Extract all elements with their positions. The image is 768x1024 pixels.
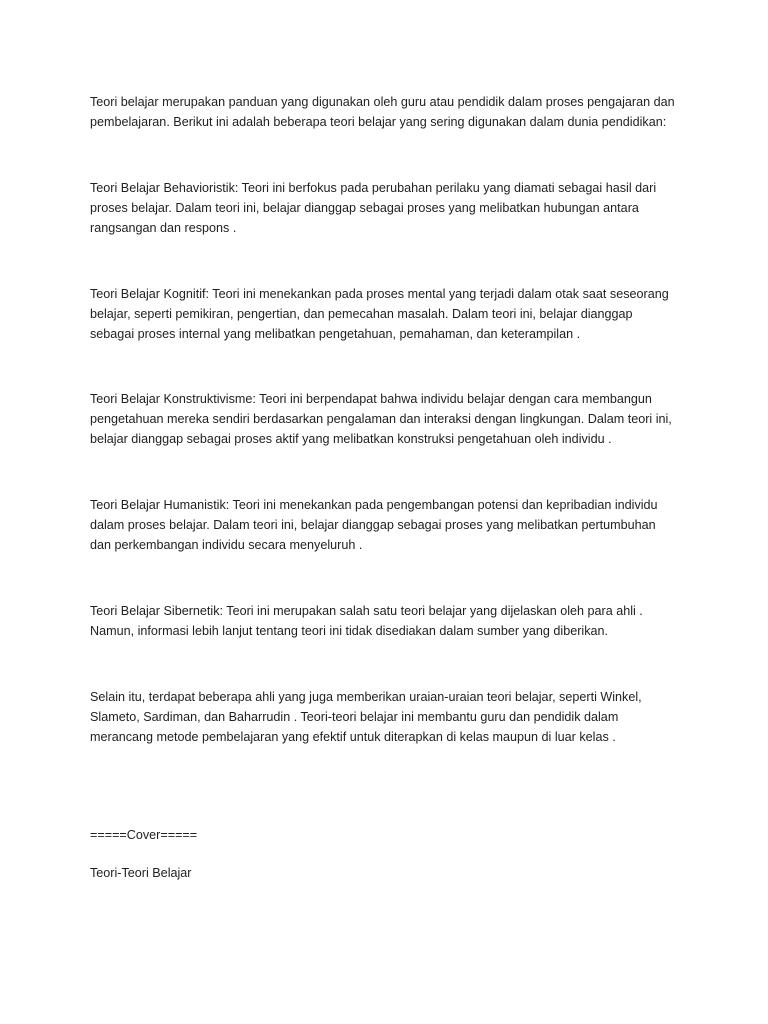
paragraph-line: rangsangan dan respons .: [90, 221, 237, 235]
paragraph-line: =====Cover=====: [90, 828, 198, 842]
paragraph-line: Selain itu, terdapat beberapa ahli yang juga memberikan uraian-uraian teori belajar, seperti Winkel,: [90, 690, 642, 704]
paragraph-humanistik: [90, 495, 690, 555]
paragraph-intro: [90, 92, 690, 132]
paragraph-line: Teori belajar merupakan panduan yang digunakan oleh guru atau pendidik dalam proses pengajaran dan: [90, 95, 675, 109]
paragraph-line: merancang metode pembelajaran yang efektif untuk diterapkan di kelas maupun di luar kelas .: [90, 730, 616, 744]
paragraph-kognitif: [90, 284, 690, 344]
paragraph-line: Teori Belajar Humanistik: Teori ini menekankan pada pengembangan potensi dan kepribadian individu: [90, 498, 658, 512]
cover-marker: [90, 825, 690, 845]
paragraph-line: sebagai proses internal yang melibatkan pengetahuan, pemahaman, dan keterampilan .: [90, 327, 581, 341]
paragraph-behavioristik: [90, 178, 690, 238]
paragraph-line: Teori Belajar Kognitif: Teori ini menekankan pada proses mental yang terjadi dalam otak saat seseorang: [90, 287, 669, 301]
paragraph-line: dalam proses belajar. Dalam teori ini, belajar dianggap sebagai proses yang melibatkan pertumbuhan: [90, 518, 656, 532]
paragraph-line: belajar dianggap sebagai proses aktif yang melibatkan konstruksi pengetahuan oleh individu .: [90, 432, 612, 446]
paragraph-line: Slameto, Sardiman, dan Baharrudin . Teori-teori belajar ini membantu guru dan pendidik dalam: [90, 710, 619, 724]
paragraph-line: Teori-Teori Belajar: [90, 866, 192, 880]
paragraph-line: Teori Belajar Sibernetik: Teori ini merupakan salah satu teori belajar yang dijelaskan oleh para ahli .: [90, 604, 643, 618]
paragraph-selain-itu: [90, 687, 690, 747]
paragraph-konstruktivisme: [90, 389, 690, 449]
paragraph-line: pembelajaran. Berikut ini adalah beberapa teori belajar yang sering digunakan dalam dunia pendidikan:: [90, 115, 667, 129]
paragraph-line: Teori Belajar Konstruktivisme: Teori ini berpendapat bahwa individu belajar dengan cara membangun: [90, 392, 652, 406]
paragraph-line: proses belajar. Dalam teori ini, belajar dianggap sebagai proses yang melibatkan hubungan antara: [90, 201, 639, 215]
cover-title: [90, 863, 690, 883]
paragraph-line: belajar, seperti pemikiran, pengertian, dan pemecahan masalah. Dalam teori ini, belajar dianggap: [90, 307, 633, 321]
paragraph-line: Namun, informasi lebih lanjut tentang teori ini tidak disediakan dalam sumber yang diberikan.: [90, 624, 609, 638]
paragraph-line: dan perkembangan individu secara menyeluruh .: [90, 538, 363, 552]
paragraph-line: Teori Belajar Behavioristik: Teori ini berfokus pada perubahan perilaku yang diamati sebagai hasil dari: [90, 181, 657, 195]
paragraph-sibernetik: [90, 601, 690, 641]
paragraph-line: pengetahuan mereka sendiri berdasarkan pengalaman dan interaksi dengan lingkungan. Dalam teori ini,: [90, 412, 672, 426]
